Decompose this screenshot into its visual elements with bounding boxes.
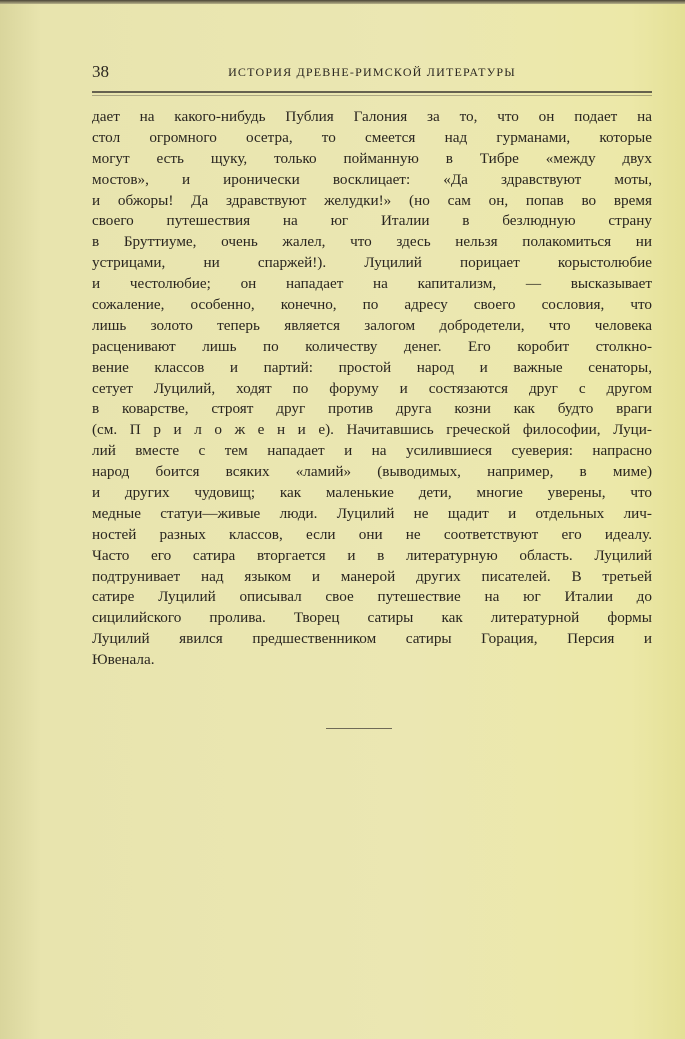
text-line: и честолюбие; он нападает на капитализм, — высказывает — [92, 275, 652, 293]
text-line: сетует Луцилий, ходят по форуму и состязаются друг с другом — [92, 379, 652, 397]
page-number: 38 — [92, 62, 109, 81]
page-header — [92, 62, 652, 84]
page-top-edge — [0, 0, 685, 4]
text-line: медные статуи—живые люди. Луцилий не щадит и отдельных лич- — [92, 504, 652, 522]
header-rule — [92, 91, 652, 93]
text-line: Луцилий явился предшественником сатиры Горация, Персия и — [92, 630, 652, 648]
text-line: лий вместе с тем нападает и на усилившиеся суеверия: напрасно — [92, 442, 652, 460]
text-line: в коварстве, строят друг против друга козни как будто враги — [92, 400, 652, 418]
text-line: и обжоры! Да здравствуют желудки!» (но сам он, попав во время — [92, 191, 652, 209]
text-line: Часто его сатира вторгается и в литературную область. Луцилий — [92, 546, 652, 564]
text-line: сатире Луцилий описывал свое путешествие на юг Италии до — [92, 588, 652, 606]
text-line: вение классов и партий: простой народ и важные сенаторы, — [92, 358, 652, 376]
text-line: могут есть щуку, только пойманную в Тибре «между двух — [92, 149, 652, 167]
text-line: сицилийского пролива. Творец сатиры как литературной формы — [92, 609, 652, 627]
running-title: ИСТОРИЯ ДРЕВНЕ-РИМСКОЙ ЛИТЕРАТУРЫ — [228, 65, 516, 79]
text-line: в Бруттиуме, очень жалел, что здесь нельзя полакомиться ни — [92, 233, 652, 251]
text-line: ностей разных классов, если они не соответствуют его идеалу. — [92, 525, 652, 543]
text-line: и других чудовищ; как маленькие дети, многие уверены, что — [92, 484, 652, 502]
text-line: мостов», и иронически восклицает: «Да здравствуют моты, — [92, 170, 652, 188]
section-end-rule — [326, 728, 392, 729]
text-line: своего путешествия на юг Италии в безлюдную страну — [92, 212, 652, 230]
text-line: стол огромного осетра, то смеется над гурманами, которые — [92, 128, 652, 146]
text-line: народ боится всяких «ламий» (выводимых, например, в миме) — [92, 463, 652, 481]
text-line: лишь золото теперь является залогом добродетели, что человека — [92, 316, 652, 334]
header-rule-thin — [92, 95, 652, 96]
text-line: подтрунивает над языком и манерой других писателей. В третьей — [92, 567, 652, 585]
text-line: расценивают лишь по количеству денег. Его коробит столкно- — [92, 337, 652, 355]
text-line: сожаление, особенно, конечно, по адресу своего сословия, что — [92, 296, 652, 314]
text-line: дает на какого-нибудь Публия Галония за то, что он подает на — [92, 108, 652, 125]
text-line: (см. П р и л о ж е н и е). Начитавшись греческой философии, Луци- — [92, 421, 652, 439]
text-line: Ювенала. — [92, 651, 155, 669]
text-line: устрицами, ни спаржей!). Луцилий порицает корыстолюбие — [92, 254, 652, 272]
body-text — [92, 107, 652, 671]
